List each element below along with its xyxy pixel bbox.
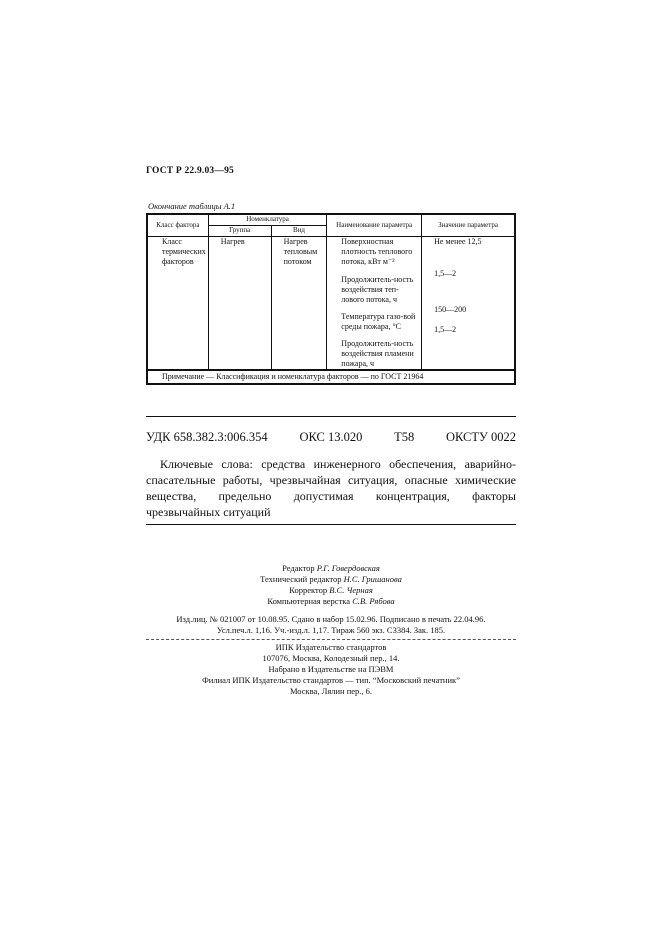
param-value-4: 1,5—2 xyxy=(434,324,457,334)
separator-top xyxy=(146,416,516,417)
cell-class: Класс термических факторов xyxy=(147,236,208,370)
cell-group: Нагрев xyxy=(208,236,271,370)
cell-param-values xyxy=(422,236,515,370)
okstu-code: ОКСТУ 0022 xyxy=(445,430,516,444)
publisher-line-4: Филиал ИПК Издательство стандартов — тип. “Московский печатник” xyxy=(202,675,460,685)
table-caption: Окончание таблицы А.1 xyxy=(148,201,236,211)
param-name-4: Продолжитель-ность воздействия пламени пожара, ч xyxy=(341,338,414,368)
t-code: Т58 xyxy=(394,430,415,444)
publisher-line-3: Набрано в Издательстве на ПЭВМ xyxy=(268,664,394,674)
param-value-1: Не менее 12,5 xyxy=(434,236,482,246)
separator-bottom xyxy=(146,524,516,525)
publisher-line-2: 107076, Москва, Колодезный пер., 14. xyxy=(262,653,400,663)
classification-line xyxy=(146,430,516,445)
param-name-2: Продолжитель-ность воздействия теп-лового потока, ч xyxy=(341,274,414,304)
udk-code: УДК 658.382.3:006.354 xyxy=(146,430,268,444)
publisher-line-1: ИПК Издательство стандартов xyxy=(275,642,387,652)
header-nomenclature: Номенклатура xyxy=(208,214,327,225)
header-class: Класс фактора xyxy=(147,214,208,236)
header-group: Группа xyxy=(208,225,271,236)
factors-table xyxy=(146,213,516,385)
cell-kind: Нагрев тепловым потоком xyxy=(271,236,327,370)
credit-editor: Редактор Р.Г. Говердовская xyxy=(282,563,380,573)
param-name-1: Поверхностная плотность теплового потока, кВт м⁻² xyxy=(341,236,413,266)
header-param-value: Значение параметра xyxy=(422,214,515,236)
cell-param-names xyxy=(327,236,422,370)
document-code: ГОСТ Р 22.9.03—95 xyxy=(146,166,234,176)
publication-info xyxy=(146,614,516,636)
publisher-line-5: Москва, Лялин пер., 6. xyxy=(289,686,373,696)
header-param-name: Наименование параметра xyxy=(327,214,422,236)
dashed-divider xyxy=(146,639,516,640)
param-value-3: 150—200 xyxy=(434,304,467,314)
publication-line-2: Усл.печ.л. 1,16. Уч.-изд.л. 1,17. Тираж 560 экз. С3384. Зак. 185. xyxy=(216,625,446,635)
publisher-info xyxy=(146,642,516,697)
credit-layout: Компьютерная верстка С.В. Рябова xyxy=(267,596,395,606)
param-name-3: Температура газо-вой среды пожара, °С xyxy=(341,311,416,331)
header-kind: Вид xyxy=(271,225,327,236)
oks-code: ОКС 13.020 xyxy=(299,430,363,444)
param-value-2: 1,5—2 xyxy=(434,268,457,278)
credit-corrector: Корректор В.С. Черная xyxy=(289,585,373,595)
publication-line-1: Изд.лиц. № 021007 от 10.08.95. Сдано в набор 15.02.96. Подписано в печать 22.04.96. xyxy=(176,614,486,624)
credit-tech-editor: Технический редактор Н.С. Гришанова xyxy=(260,574,402,584)
keywords-paragraph: Ключевые слова: средства инженерного обеспечения, аварийно-спасательные работы, чрезвычайная ситуация, опасные химические вещества, предельно допустимая концентрация, факторы чрезвычайных ситуаций xyxy=(146,457,516,519)
credits-block xyxy=(146,563,516,607)
table-note: Примечание — Классификация и номенклатура факторов — по ГОСТ 21964 xyxy=(147,370,515,384)
